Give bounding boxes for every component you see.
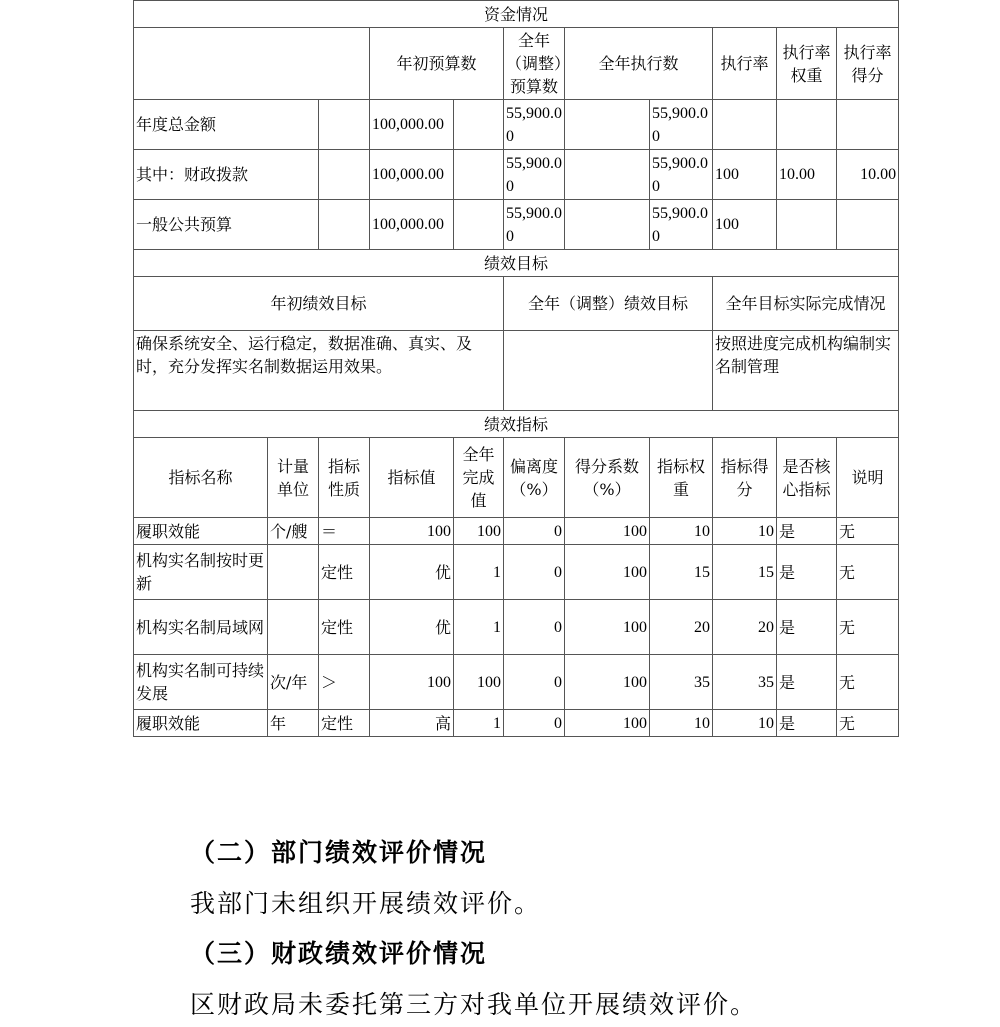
ind-completed: 100	[454, 518, 504, 545]
funding-row-name: 年度总金额	[134, 100, 319, 150]
indicator-row	[134, 600, 899, 655]
goals-adjusted-text	[504, 331, 713, 411]
funding-row-initial: 100,000.00	[370, 200, 454, 250]
ind-value: 优	[370, 545, 454, 600]
funding-header-blank	[134, 28, 370, 100]
ind-header-nature: 指标性质	[319, 438, 370, 518]
ind-nature: ＞	[319, 655, 370, 710]
ind-unit	[268, 600, 319, 655]
ind-deviation: 0	[504, 655, 565, 710]
funding-header-exec-rate: 执行率	[713, 28, 777, 100]
funding-row-adjusted: 55,900.00	[504, 150, 565, 200]
funding-header-exec-rate-score: 执行率得分	[837, 28, 899, 100]
funding-row-weight: 10.00	[777, 150, 837, 200]
funding-row-initial: 100,000.00	[370, 100, 454, 150]
indicator-row	[134, 655, 899, 710]
funding-row	[134, 100, 899, 150]
funding-header-executed: 全年执行数	[565, 28, 713, 100]
ind-coef: 100	[565, 518, 650, 545]
ind-completed: 1	[454, 710, 504, 737]
ind-score: 10	[713, 518, 777, 545]
ind-score: 15	[713, 545, 777, 600]
ind-header-deviation: 偏离度（%）	[504, 438, 565, 518]
funding-row-executed: 55,900.00	[650, 150, 713, 200]
ind-weight: 10	[650, 518, 713, 545]
ind-header-weight: 指标权重	[650, 438, 713, 518]
ind-completed: 1	[454, 600, 504, 655]
funding-section-title: 资金情况	[134, 1, 899, 28]
ind-name: 履职效能	[134, 710, 268, 737]
goals-actual-text: 按照进度完成机构编制实名制管理	[713, 331, 899, 411]
ind-header-core: 是否核心指标	[777, 438, 837, 518]
goals-header-actual: 全年目标实际完成情况	[713, 277, 899, 331]
ind-weight: 35	[650, 655, 713, 710]
funding-row-rate: 100	[713, 200, 777, 250]
dept-evaluation-text: 我部门未组织开展绩效评价。	[190, 889, 542, 918]
ind-name: 机构实名制可持续发展	[134, 655, 268, 710]
ind-weight: 15	[650, 545, 713, 600]
indicator-row	[134, 710, 899, 737]
ind-note: 无	[837, 600, 899, 655]
funding-row-weight	[777, 100, 837, 150]
ind-core: 是	[777, 600, 837, 655]
funding-row	[134, 200, 899, 250]
performance-table	[133, 0, 899, 737]
ind-coef: 100	[565, 545, 650, 600]
ind-core: 是	[777, 655, 837, 710]
funding-row-adjusted: 55,900.00	[504, 100, 565, 150]
ind-completed: 1	[454, 545, 504, 600]
ind-header-score: 指标得分	[713, 438, 777, 518]
ind-nature: 定性	[319, 600, 370, 655]
funding-row-initial: 100,000.00	[370, 150, 454, 200]
ind-header-note: 说明	[837, 438, 899, 518]
indicator-row	[134, 518, 899, 545]
ind-nature: ＝	[319, 518, 370, 545]
goals-header-initial: 年初绩效目标	[134, 277, 504, 331]
ind-deviation: 0	[504, 518, 565, 545]
funding-row-score	[837, 100, 899, 150]
funding-row-name: 一般公共预算	[134, 200, 319, 250]
dept-evaluation-heading: （二）部门绩效评价情况	[190, 838, 488, 867]
funding-header-exec-rate-weight: 执行率权重	[777, 28, 837, 100]
funding-header-adjusted-budget: 全年（调整）预算数	[504, 28, 565, 100]
ind-value: 高	[370, 710, 454, 737]
funding-row-score: 10.00	[837, 150, 899, 200]
ind-score: 10	[713, 710, 777, 737]
ind-note: 无	[837, 710, 899, 737]
ind-unit: 年	[268, 710, 319, 737]
ind-deviation: 0	[504, 710, 565, 737]
funding-header-initial-budget: 年初预算数	[370, 28, 504, 100]
funding-row	[134, 150, 899, 200]
goals-header-adjusted: 全年（调整）绩效目标	[504, 277, 713, 331]
ind-header-unit: 计量单位	[268, 438, 319, 518]
funding-row-rate	[713, 100, 777, 150]
ind-name: 机构实名制局域网	[134, 600, 268, 655]
ind-note: 无	[837, 655, 899, 710]
indicators-section-title: 绩效指标	[134, 411, 899, 438]
fin-evaluation-text: 区财政局未委托第三方对我单位开展绩效评价。	[190, 990, 758, 1019]
ind-weight: 20	[650, 600, 713, 655]
ind-header-value: 指标值	[370, 438, 454, 518]
funding-row-weight	[777, 200, 837, 250]
funding-row-rate: 100	[713, 150, 777, 200]
ind-name: 机构实名制按时更新	[134, 545, 268, 600]
ind-nature: 定性	[319, 710, 370, 737]
ind-value: 100	[370, 518, 454, 545]
fin-evaluation-heading: （三）财政绩效评价情况	[190, 939, 488, 968]
ind-unit: 次/年	[268, 655, 319, 710]
funding-row-name: 其中：财政拨款	[134, 150, 319, 200]
ind-unit	[268, 545, 319, 600]
funding-row-adjusted: 55,900.00	[504, 200, 565, 250]
ind-score: 20	[713, 600, 777, 655]
ind-header-coef: 得分系数（%）	[565, 438, 650, 518]
ind-value: 100	[370, 655, 454, 710]
ind-value: 优	[370, 600, 454, 655]
ind-completed: 100	[454, 655, 504, 710]
funding-row-executed: 55,900.00	[650, 100, 713, 150]
funding-row-executed: 55,900.00	[650, 200, 713, 250]
goals-section-title: 绩效目标	[134, 250, 899, 277]
ind-name: 履职效能	[134, 518, 268, 545]
ind-score: 35	[713, 655, 777, 710]
ind-header-completed: 全年完成值	[454, 438, 504, 518]
ind-coef: 100	[565, 710, 650, 737]
ind-nature: 定性	[319, 545, 370, 600]
ind-note: 无	[837, 518, 899, 545]
ind-core: 是	[777, 518, 837, 545]
ind-deviation: 0	[504, 600, 565, 655]
goals-initial-text: 确保系统安全、运行稳定，数据准确、真实、及时，充分发挥实名制数据运用效果。	[134, 331, 504, 411]
ind-weight: 10	[650, 710, 713, 737]
ind-unit: 个/艘	[268, 518, 319, 545]
funding-row-score	[837, 200, 899, 250]
ind-core: 是	[777, 545, 837, 600]
ind-header-name: 指标名称	[134, 438, 268, 518]
ind-core: 是	[777, 710, 837, 737]
indicator-row	[134, 545, 899, 600]
ind-note: 无	[837, 545, 899, 600]
ind-deviation: 0	[504, 545, 565, 600]
ind-coef: 100	[565, 600, 650, 655]
ind-coef: 100	[565, 655, 650, 710]
